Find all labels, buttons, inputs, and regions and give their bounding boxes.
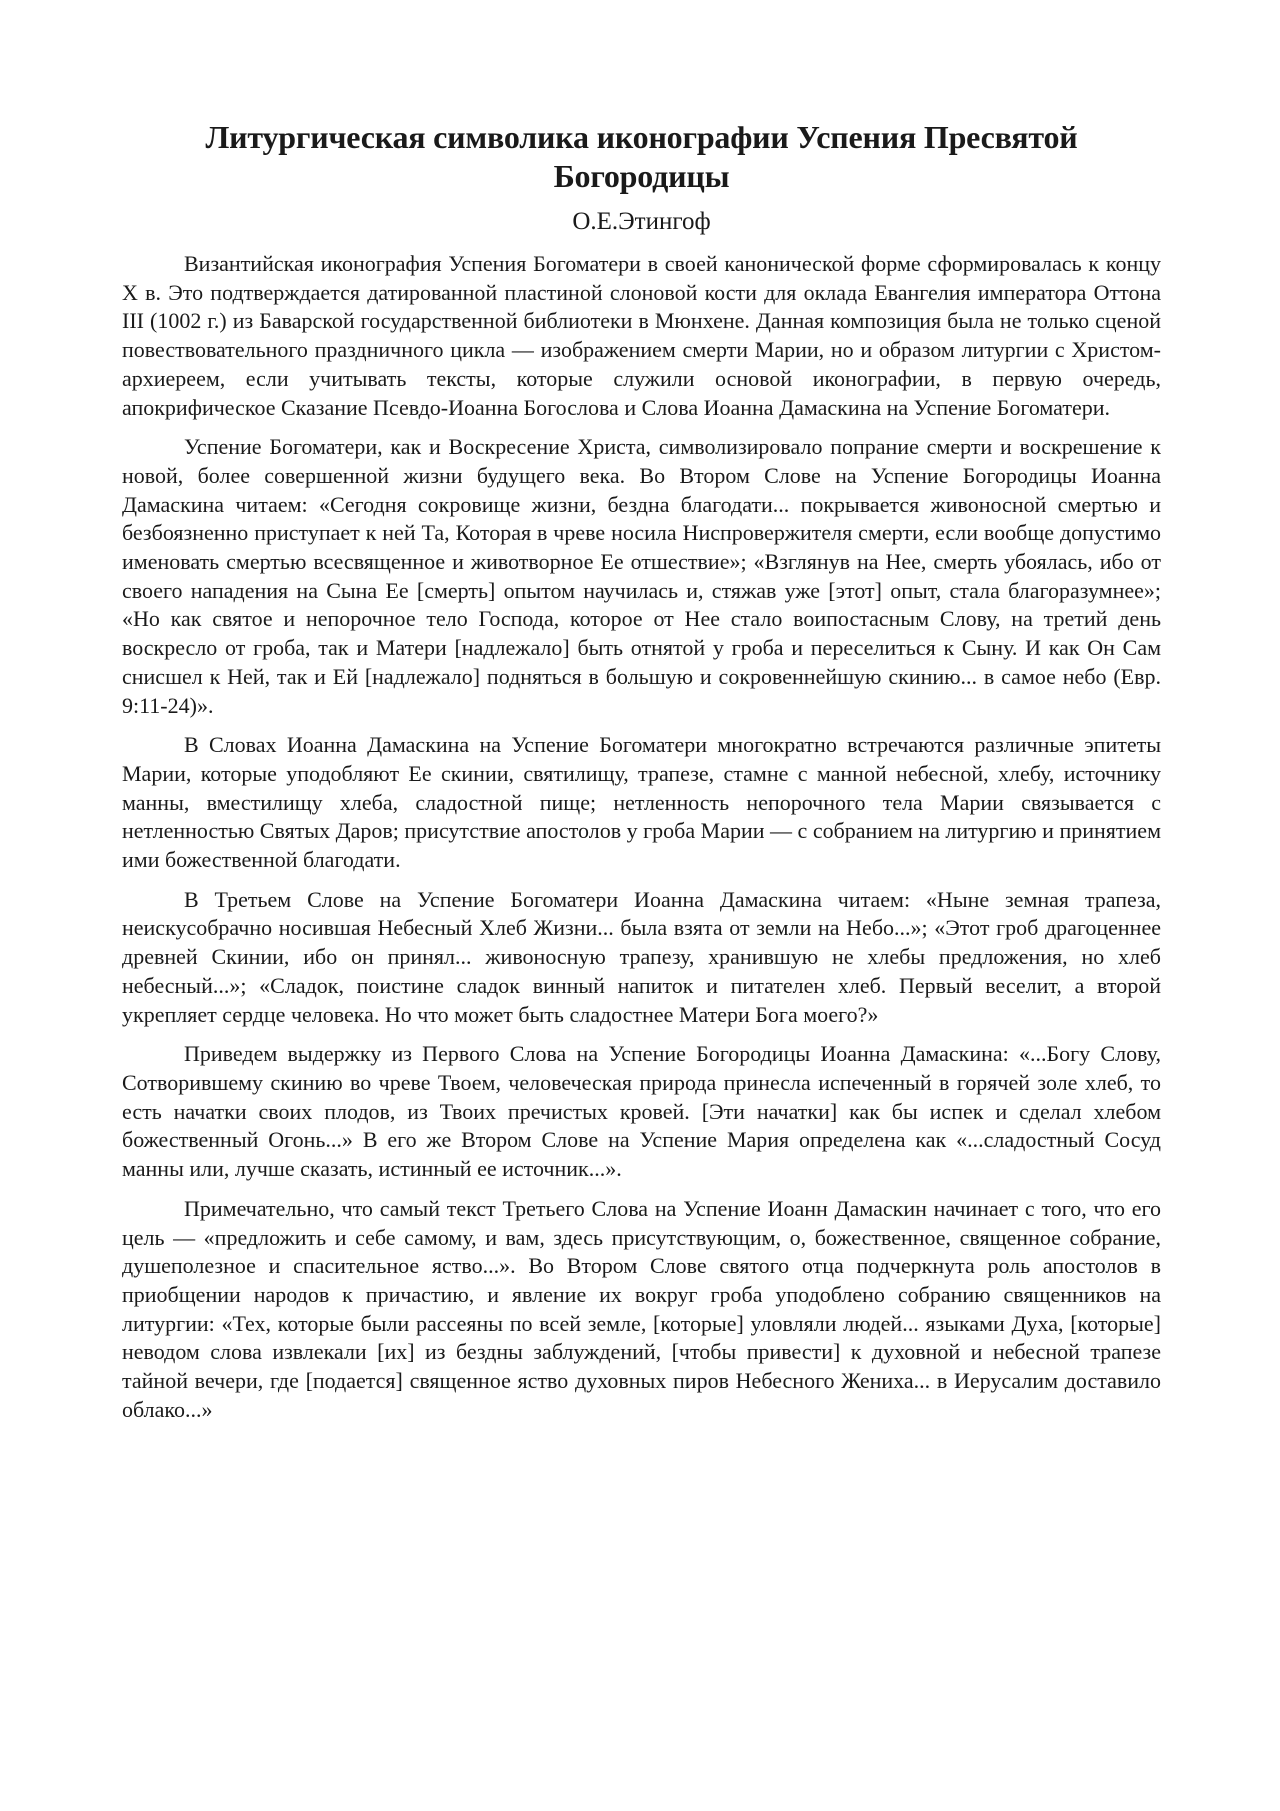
paragraph: Византийская иконография Успения Богоматери в своей канонической форме сформировалась к концу X в. Это подтверждается датированной пластиной слоновой кости для оклада Евангелия императора Оттона III (1002 г.) из Баварской государственной библиотеки в Мюнхене. Данная композиция была не только сценой повествовательного праздничного цикла — изображением смерти Марии, но и образом литургии с Христом-архиереем, если учитывать тексты, которые служили основой иконографии, в первую очередь, апокрифическое Сказание Псевдо-Иоанна Богослова и Слова Иоанна Дамаскина на Успение Богоматери. bbox=[122, 251, 1161, 420]
paragraph: В Словах Иоанна Дамаскина на Успение Богоматери многократно встречаются различные эпитеты Марии, которые уподобляют Ее скинии, святилищу, трапезе, стамне с манной небесной, хлебу, источнику манны, вместилищу хлеба, сладостной пище; нетленность непорочного тела Марии связывается с нетленностью Святых Даров; присутствие апостолов у гроба Марии — с собранием на литургию и принятием ими божественной благодати. bbox=[122, 732, 1161, 873]
document-title: Литургическая символика иконографии Успения Пресвятой Богородицы bbox=[205, 119, 1078, 194]
document-author: О.Е.Этингоф bbox=[572, 208, 711, 235]
paragraph: В Третьем Слове на Успение Богоматери Иоанна Дамаскина читаем: «Ныне земная трапеза, неискусобрачно носившая Небесный Хлеб Жизни... была взята от земли на Небо...»; «Этот гроб драгоценнее древней Скинии, ибо он принял... живоносную трапезу, хранившую не хлебы предложения, но хлеб небесный...»; «Сладок, поистине сладок винный напиток и питателен хлеб. Первый веселит, а второй укрепляет сердце человека. Но что может быть сладостнее Матери Бога моего?» bbox=[122, 886, 1161, 1027]
paragraph: Приведем выдержку из Первого Слова на Успение Богородицы Иоанна Дамаскина: «...Богу Слову, Сотворившему скинию во чреве Твоем, человеческая природа принесла испеченный в горячей золе хлеб, то есть начатки своих плодов, из Твоих пречистых кровей. [Эти начатки] как бы испек и сделал хлебом божественный Огонь...» В его же Втором Слове на Успение Мария определена как «...сладостный Сосуд манны или, лучше сказать, истинный ее источник...». bbox=[122, 1041, 1161, 1182]
document-page bbox=[122, 118, 1161, 1435]
paragraph: Примечательно, что самый текст Третьего Слова на Успение Иоанн Дамаскин начинает с того, что его цель — «предложить и себе самому, и вам, здесь присутствующим, о, божественное, священное собрание, душеполезное и спасительное яство...». Во Втором Слове святого отца подчеркнута роль апостолов в приобщении народов к причастию, и явление их вокруг гроба уподоблено собранию священников на литургии: «Тех, которые были рассеяны по всей земле, [которые] уловляли людей... языками Духа, [которые] неводом слова извлекали [их] из бездны заблуждений, [чтобы привести] к духовной и небесной трапезе тайной вечери, где [подается] священное яство духовных пиров Небесного Жениха... в Иерусалим доставило облако...» bbox=[122, 1195, 1161, 1422]
paragraph: Успение Богоматери, как и Воскресение Христа, символизировало попрание смерти и воскрешение к новой, более совершенной жизни будущего века. Во Втором Слове на Успение Богородицы Иоанна Дамаскина читаем: «Сегодня сокровище жизни, бездна благодати... покрывается живоносной смертью и безбоязненно приступает к ней Та, Которая в чреве носила Ниспровержителя смерти, если вообще допустимо именовать смертью всесвященное и животворное Ее отшествие»; «Взглянув на Нее, смерть убоялась, ибо от своего нападения на Сына Ее [смерть] опытом научилась и, стяжав уже [этот] опыт, стала благоразумнее»; «Но как святое и непорочное тело Господа, которое от Нее стало воипостасным Слову, на третий день воскресло от гроба, так и Матери [надлежало] быть отнятой у гроба и переселиться к Сыну. И как Он Сам снисшел к Ней, так и Ей [надлежало] подняться в большую и сокровеннейшую скинию... в самое небо (Евр. 9:11-24)». bbox=[122, 434, 1161, 718]
